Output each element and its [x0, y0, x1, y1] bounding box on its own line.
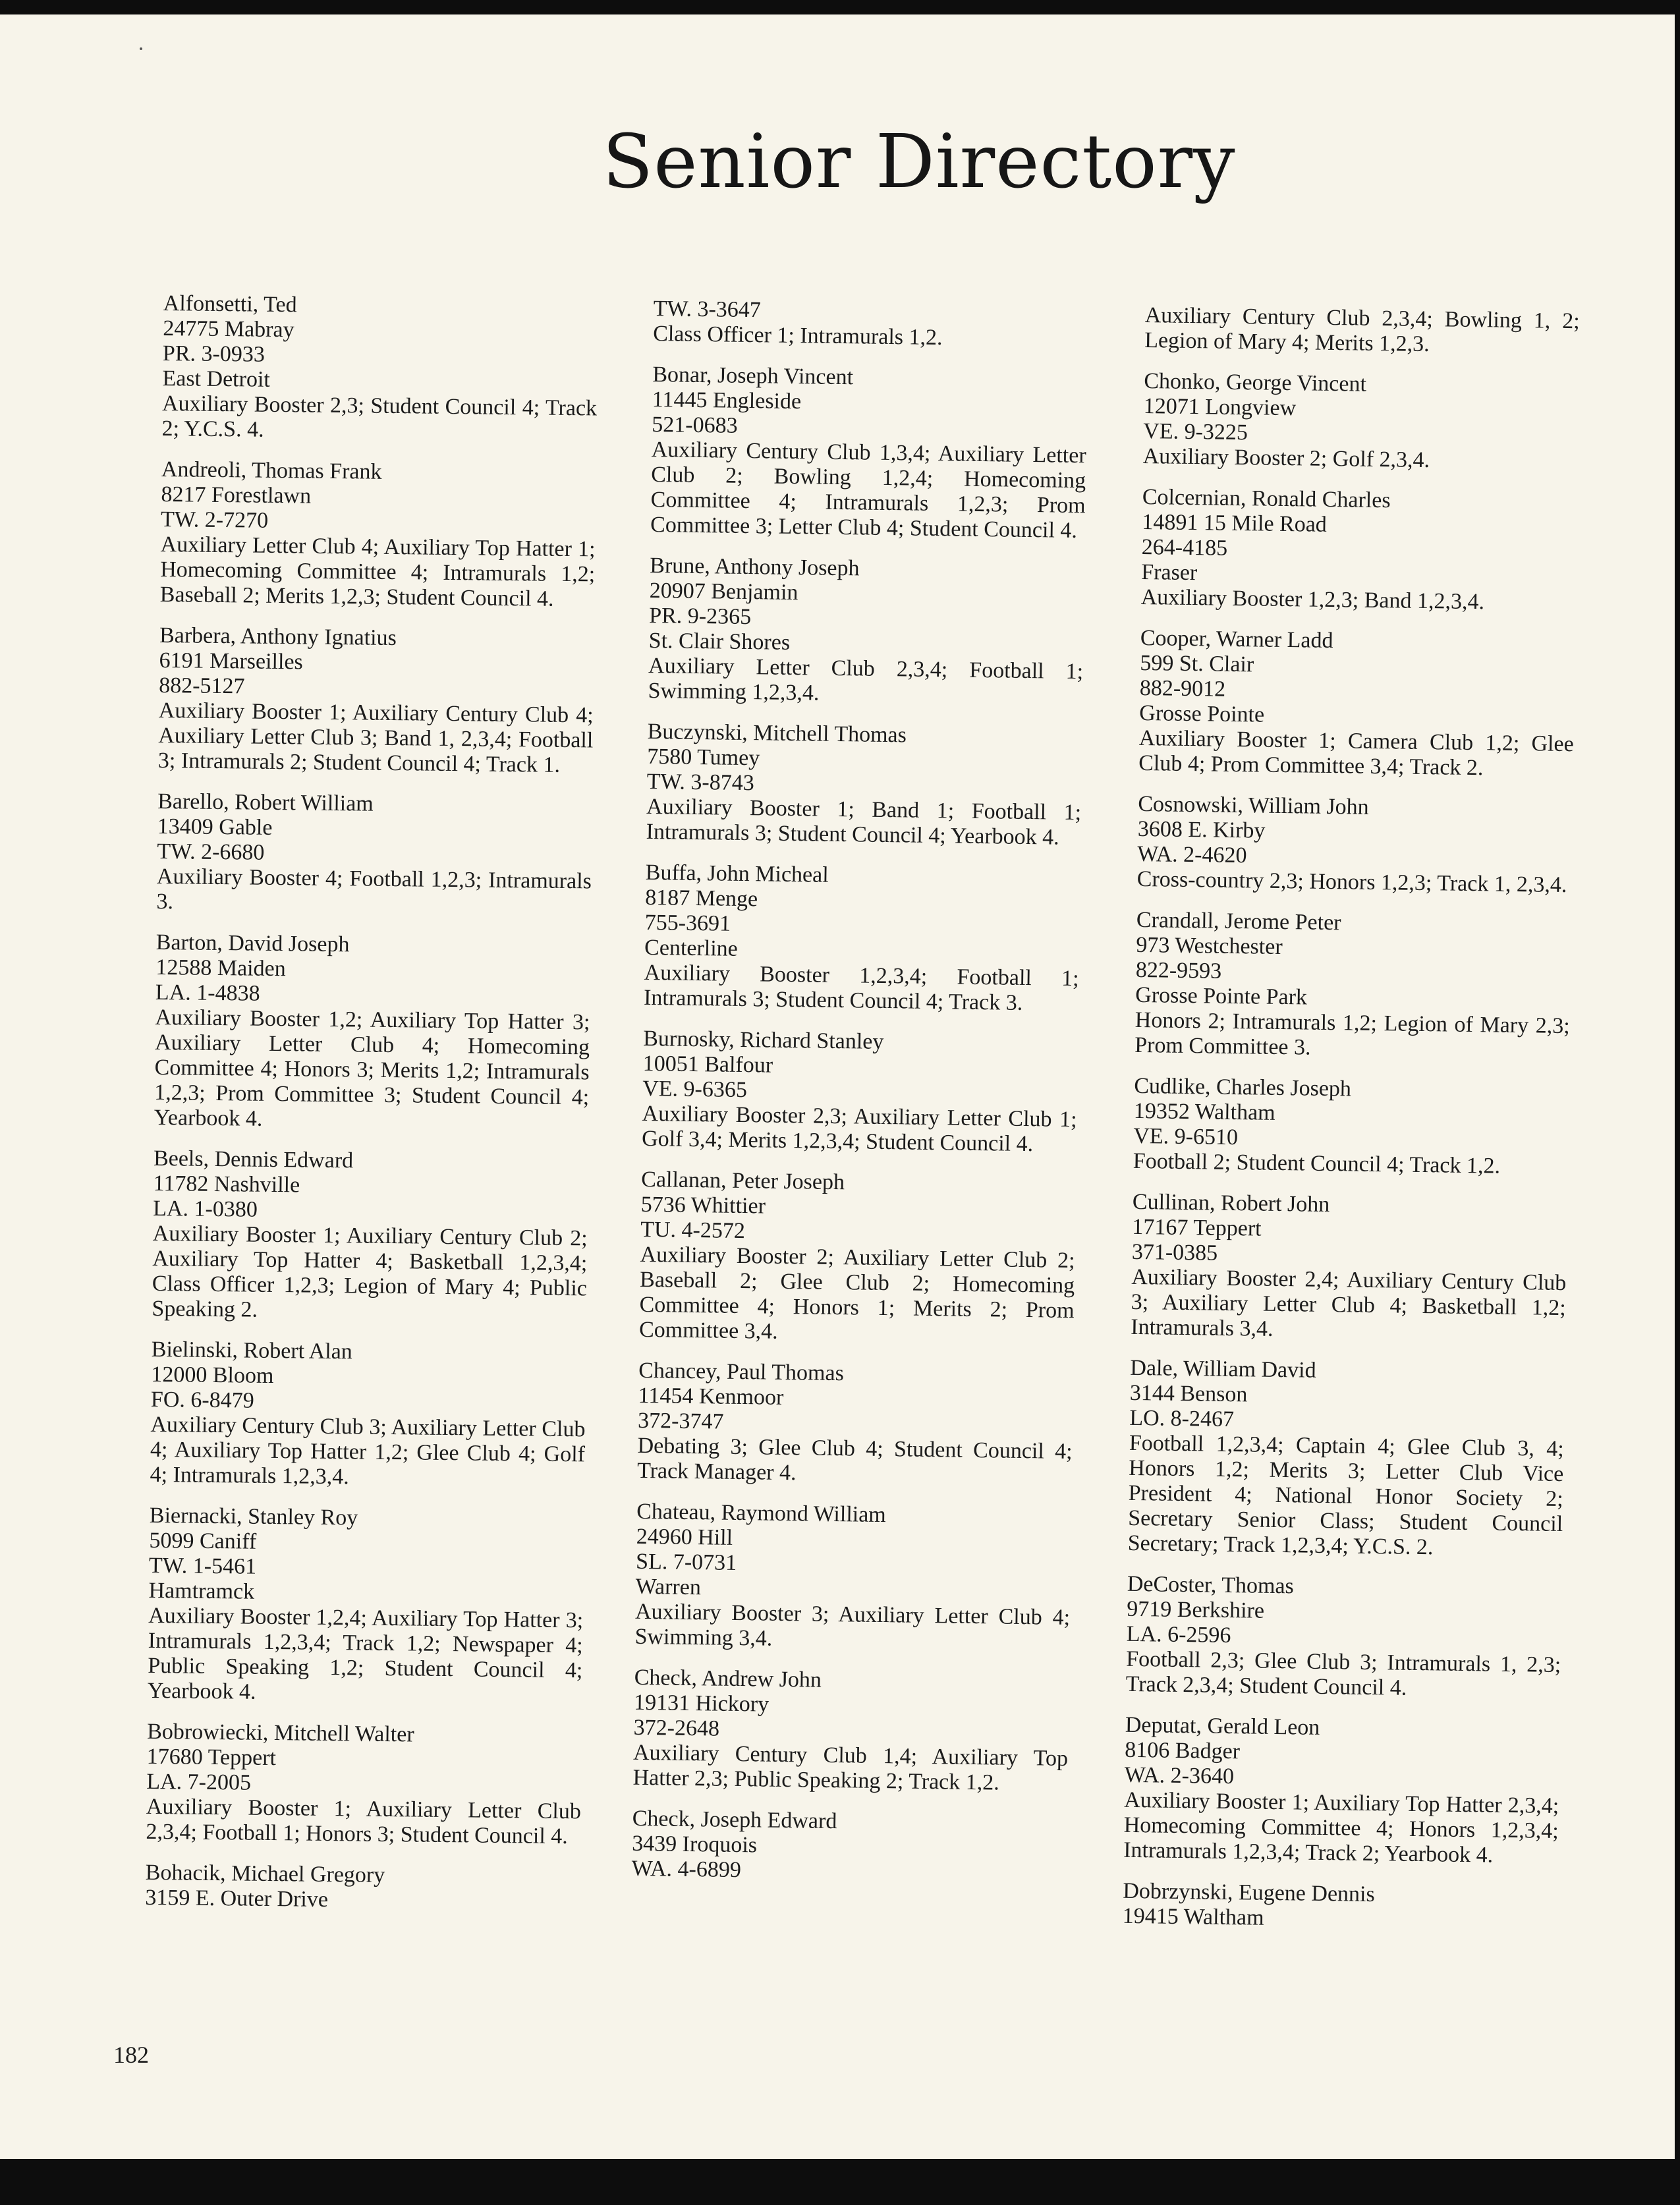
directory-entry [1140, 485, 1577, 616]
entry-line: 17680 Teppert [146, 1744, 277, 1771]
entry-activities: Auxiliary Booster 1,2; Auxiliary Top Hatter 3; Auxiliary Letter Club 4; Homecoming Committee 4; Honors 3; Merits 1,2; Intramurals 1,2,3; Prom Committee 3; Student Council 4; Yearbook 4. [154, 1005, 590, 1131]
entry-line: VE. 9-6510 [1133, 1123, 1239, 1150]
entry-line: 12071 Longview [1143, 393, 1297, 421]
entry-line: 24960 Hill [636, 1524, 733, 1550]
directory-entry [1137, 792, 1573, 898]
entry-activities: Auxiliary Booster 1; Auxiliary Top Hatter 2,3,4; Homecoming Committee 4; Honors 1,2,3,4; Intramurals 1,2,3,4; Track 2; Yearbook 4. [1123, 1787, 1559, 1868]
entry-line-first: DeCoster, Thomas [1127, 1571, 1295, 1599]
entry-line: Centerline [644, 935, 739, 961]
entry-line-first: Chancey, Paul Thomas [638, 1358, 845, 1386]
entry-line-first: Colcernian, Ronald Charles [1142, 484, 1391, 513]
entry-line: 7580 Tumey [646, 744, 760, 771]
directory-entry [148, 1503, 584, 1708]
directory-entry [631, 1806, 1067, 1887]
entry-line: 11445 Engleside [652, 387, 802, 414]
directory-entry [1123, 1879, 1558, 1935]
entry-line: 8217 Forestlawn [161, 482, 312, 509]
entry-line-first: Chateau, Raymond William [636, 1499, 887, 1528]
entry-line: 882-9012 [1139, 675, 1226, 702]
entry-line: TW. 3-8743 [646, 769, 755, 796]
directory-entry [158, 623, 595, 778]
directory-entry [160, 457, 597, 612]
entry-line-first: Bohacik, Michael Gregory [145, 1860, 385, 1887]
entry-activities: Auxiliary Booster 1,2,3; Band 1,2,3,4. [1140, 584, 1485, 615]
entry-line: FO. 6-8479 [150, 1387, 254, 1413]
entry-line: 371-0385 [1131, 1239, 1218, 1266]
entry-line-first: Bobrowiecki, Mitchell Walter [146, 1719, 414, 1747]
entry-line-first: Cullinan, Robert John [1132, 1189, 1330, 1217]
entry-line: St. Clair Shores [648, 628, 791, 655]
entry-line-first: Alfonsetti, Ted [163, 291, 297, 318]
entry-line-first: Check, Andrew John [634, 1665, 822, 1692]
entry-activities: Auxiliary Booster 1,2,3,4; Football 1; Intramurals 3; Student Council 4; Track 3. [643, 960, 1079, 1015]
entry-line-first: Bielinski, Robert Alan [151, 1337, 353, 1364]
directory-entry [1133, 1074, 1569, 1180]
entry-line: 11454 Kenmoor [638, 1383, 784, 1410]
entry-activities: Auxiliary Booster 2; Golf 2,3,4. [1142, 443, 1430, 473]
entry-line: 521-0683 [652, 412, 738, 438]
entry-activities: Auxiliary Booster 2,3; Auxiliary Letter Club 1; Golf 3,4; Merits 1,2,3,4; Student Council 4. [641, 1101, 1077, 1157]
directory-entry [152, 1146, 588, 1326]
directory-entry [161, 291, 598, 446]
entry-activities: Class Officer 1; Intramurals 1,2. [652, 321, 943, 350]
entry-line: SL. 7-0731 [635, 1549, 737, 1575]
directory-entry [1125, 1572, 1562, 1703]
directory-entry [150, 1337, 586, 1492]
directory-entry [154, 930, 591, 1135]
entry-activities: Football 1,2,3,4; Captain 4; Glee Club 3, 4; Honors 1,2; Merits 3; Letter Club Vice President 4; National Honor Society 2; Secretary Senior Class; Student Council Secretary; Track 1,2,3,4; Y.C.S. 2. [1127, 1430, 1565, 1560]
entry-line-first: Cooper, Warner Ladd [1140, 625, 1333, 654]
entry-line-first: Chonko, George Vincent [1144, 368, 1367, 397]
directory-entry [637, 1358, 1074, 1490]
entry-line: WA. 4-6899 [631, 1856, 742, 1883]
entry-line: East Detroit [162, 366, 271, 392]
entry-line-first: Buczynski, Mitchell Thomas [647, 719, 907, 748]
scan-border-right [1675, 0, 1680, 2205]
entry-line: PR. 9-2365 [648, 603, 752, 630]
directory-entry [648, 553, 1084, 710]
entry-activities: Auxiliary Booster 1; Auxiliary Century Club 4; Auxiliary Letter Club 3; Band 1, 2,3,4; Football 3; Intramurals 2; Student Council 4; Track 1. [157, 698, 594, 777]
directory-entry [145, 1860, 580, 1915]
entry-line: 19352 Waltham [1133, 1098, 1275, 1125]
directory-entry [634, 1499, 1071, 1656]
entry-activities: Auxiliary Century Club 2,3,4; Bowling 1, 2; Legion of Mary 4; Merits 1,2,3. [1144, 303, 1580, 357]
directory-entry [653, 296, 1088, 352]
entry-line: Hamtramck [148, 1578, 255, 1604]
entry-line-first: Biernacki, Stanley Roy [149, 1503, 358, 1530]
entry-line: 9719 Berkshire [1127, 1596, 1265, 1623]
entry-line: VE. 9-3225 [1143, 418, 1248, 445]
entry-line: 6191 Marseilles [159, 648, 303, 675]
entry-line: 24775 Mabray [163, 316, 294, 343]
entry-line: 19415 Waltham [1122, 1903, 1264, 1930]
entry-line: PR. 3-0933 [162, 341, 266, 367]
entry-line: 8106 Badger [1125, 1737, 1241, 1764]
entry-activities: Auxiliary Letter Club 2,3,4; Football 1; Swimming 1,2,3,4. [648, 653, 1084, 706]
entry-activities: Auxiliary Letter Club 4; Auxiliary Top Hatter 1; Homecoming Committee 4; Intramurals 1,2; Baseball 2; Merits 1,2,3; Student Council 4. [159, 532, 596, 611]
entry-activities: Auxiliary Century Club 1,3,4; Auxiliary Letter Club 2; Bowling 1,2,4; Homecoming Committee 4; Intramurals 1,2,3; Prom Committee 3; Letter Club 4; Student Council 4. [650, 437, 1086, 544]
directory-entry [646, 719, 1082, 851]
entry-line-first: Dobrzynski, Eugene Dennis [1123, 1878, 1375, 1907]
scan-border-top [0, 0, 1680, 14]
entry-activities: Debating 3; Glee Club 4; Student Council 4; Track Manager 4. [636, 1433, 1073, 1486]
directory-entry [1131, 1190, 1567, 1346]
directory-entry [639, 1167, 1077, 1349]
entry-activities: Auxiliary Booster 2,4; Auxiliary Century Club 3; Auxiliary Letter Club 4; Basketball 1,2; Intramurals 3,4. [1131, 1264, 1567, 1341]
directory-entry [632, 1665, 1069, 1797]
entry-line: 372-3747 [637, 1408, 724, 1434]
entry-activities: Auxiliary Booster 1; Auxiliary Letter Club 2,3,4; Football 1; Honors 3; Student Council 4. [146, 1794, 582, 1849]
entry-line: 13409 Gable [157, 814, 273, 840]
entry-line-first: Brune, Anthony Joseph [650, 553, 860, 581]
entry-activities: Auxiliary Booster 2; Auxiliary Letter Club 2; Baseball 2; Glee Club 2; Homecoming Committee 4; Honors 1; Merits 2; Prom Committee 3,4. [638, 1242, 1075, 1344]
entry-activities: Auxiliary Century Club 3; Auxiliary Letter Club 4; Auxiliary Top Hatter 1,2; Glee Club 4; Golf 4; Intramurals 1,2,3,4. [150, 1412, 586, 1490]
entry-line: 17167 Teppert [1132, 1214, 1262, 1241]
entry-line-first: Check, Joseph Edward [632, 1806, 837, 1834]
entry-line: Warren [635, 1574, 702, 1600]
entry-line: TW. 1-5461 [148, 1553, 257, 1579]
entry-line: WA. 2-3640 [1124, 1762, 1235, 1789]
entry-line: 11782 Nashville [153, 1171, 300, 1198]
entry-line: 755-3691 [644, 910, 731, 936]
entry-line: LA. 1-4838 [155, 980, 260, 1006]
entry-activities: Auxiliary Booster 1; Camera Club 1,2; Glee Club 4; Prom Committee 3,4; Track 2. [1138, 725, 1574, 781]
directory-entry [1144, 303, 1580, 359]
entry-line: 10051 Balfour [642, 1051, 773, 1078]
entry-line: 3439 Iroquois [631, 1831, 758, 1858]
entry-activities: Cross-country 2,3; Honors 1,2,3; Track 1, 2,3,4. [1136, 866, 1567, 898]
entry-activities: Auxiliary Booster 3; Auxiliary Letter Club 4; Swimming 3,4. [634, 1599, 1071, 1651]
entry-line: 3144 Benson [1129, 1380, 1248, 1407]
entry-line: 5099 Caniff [149, 1528, 257, 1554]
entry-line-first: Deputat, Gerald Leon [1125, 1712, 1320, 1740]
entry-line: 8187 Menge [645, 885, 758, 912]
entry-line-first: Barton, David Joseph [155, 930, 350, 957]
directory-entry [1142, 369, 1579, 475]
entry-activities: Auxiliary Century Club 1,4; Auxiliary Top Hatter 2,3; Public Speaking 2; Track 1,2. [632, 1740, 1069, 1795]
entry-line: 3608 E. Kirby [1137, 816, 1266, 843]
entry-line: LA. 6-2596 [1126, 1621, 1231, 1648]
entry-line: 12000 Bloom [151, 1362, 274, 1389]
entry-activities: Football 2; Student Council 4; Track 1,2. [1133, 1148, 1501, 1179]
entry-activities: Auxiliary Booster 1; Band 1; Football 1; Intramurals 3; Student Council 4; Yearbook 4. [646, 794, 1082, 850]
entry-line-first: Dale, William David [1130, 1355, 1316, 1383]
entry-line: TW. 2-6680 [157, 839, 265, 865]
entry-line: LA. 7-2005 [146, 1769, 252, 1795]
entry-activities: Auxiliary Booster 4; Football 1,2,3; Intramurals 3. [156, 864, 592, 914]
entry-line-first: Bonar, Joseph Vincent [652, 362, 854, 390]
directory-entry [644, 860, 1080, 1017]
entry-line-first: Barbera, Anthony Ignatius [159, 623, 397, 651]
entry-line-first: Cosnowski, William John [1138, 791, 1369, 820]
directory-column-2 [631, 296, 1088, 1903]
entry-line: 599 St. Clair [1140, 650, 1254, 677]
entry-activities: Auxiliary Booster 2,3; Student Council 4; Track 2; Y.C.S. 4. [161, 391, 598, 442]
entry-line: VE. 9-6365 [642, 1076, 748, 1103]
entry-line-first: Buffa, John Micheal [645, 860, 829, 887]
entry-line-first: Barello, Robert William [157, 789, 374, 816]
entry-line: 14891 15 Mile Road [1142, 509, 1328, 537]
entry-line: 19131 Hickory [633, 1690, 770, 1717]
entry-line: Grosse Pointe [1139, 700, 1265, 727]
entry-line-first: Burnosky, Richard Stanley [643, 1026, 884, 1054]
entry-line: 12588 Maiden [155, 955, 286, 982]
entry-line: 5736 Whittier [640, 1192, 766, 1219]
page-title: Senior Directory [602, 119, 1236, 205]
directory-column-3 [1122, 303, 1580, 1951]
entry-line-first: TW. 3-3647 [653, 296, 762, 323]
entry-line-first: Crandall, Jerome Peter [1136, 907, 1341, 935]
entry-line: TW. 2-7270 [160, 507, 269, 533]
entry-line: 822-9593 [1135, 957, 1222, 984]
entry-line: Fraser [1141, 559, 1198, 586]
entry-line: 372-2648 [633, 1715, 720, 1741]
entry-activities: Football 2,3; Glee Club 3; Intramurals 1, 2,3; Track 2,3,4; Student Council 4. [1125, 1646, 1561, 1700]
entry-activities: Auxiliary Booster 1; Auxiliary Century Club 2; Auxiliary Top Hatter 4; Basketball 1,2,3,4; Class Officer 1,2,3; Legion of Mary 4; Public Speaking 2. [152, 1221, 588, 1322]
entry-line-first: Cudlike, Charles Joseph [1134, 1073, 1352, 1102]
entry-line: WA. 2-4620 [1137, 841, 1247, 868]
directory-entry [146, 1719, 582, 1849]
entry-line: TU. 4-2572 [640, 1217, 746, 1244]
entry-line: 3159 E. Outer Drive [145, 1885, 329, 1912]
entry-line-first: Beels, Dennis Edward [153, 1146, 354, 1173]
directory-entry [156, 789, 592, 919]
entry-line: LO. 8-2467 [1129, 1405, 1235, 1432]
directory-entry [1123, 1713, 1560, 1869]
entry-line: 882-5127 [159, 673, 245, 699]
directory-entry [642, 1026, 1078, 1158]
scan-border-bottom [0, 2159, 1680, 2205]
directory-entry [650, 362, 1088, 544]
entry-line: 973 Westchester [1136, 932, 1283, 960]
entry-line: 20907 Benjamin [649, 578, 798, 605]
entry-activities: Auxiliary Booster 1,2,4; Auxiliary Top Hatter 3; Intramurals 1,2,3,4; Track 1,2; Newspaper 4; Public Speaking 1,2; Student Council 4; Yearbook 4. [147, 1603, 584, 1704]
directory-entry [1138, 626, 1575, 782]
entry-line: 264-4185 [1141, 534, 1228, 561]
directory-entry [1134, 908, 1571, 1064]
entry-activities: Honors 2; Intramurals 1,2; Legion of Mary 2,3; Prom Committee 3. [1134, 1007, 1570, 1060]
scan-speck [140, 47, 142, 50]
directory-column-1 [145, 291, 598, 1931]
page-number: 182 [113, 2042, 149, 2068]
entry-line: LA. 1-0380 [152, 1196, 258, 1222]
entry-line: Grosse Pointe Park [1135, 982, 1308, 1010]
entry-line-first: Callanan, Peter Joseph [641, 1167, 845, 1195]
entry-line-first: Andreoli, Thomas Frank [161, 457, 382, 484]
directory-entry [1127, 1356, 1565, 1562]
